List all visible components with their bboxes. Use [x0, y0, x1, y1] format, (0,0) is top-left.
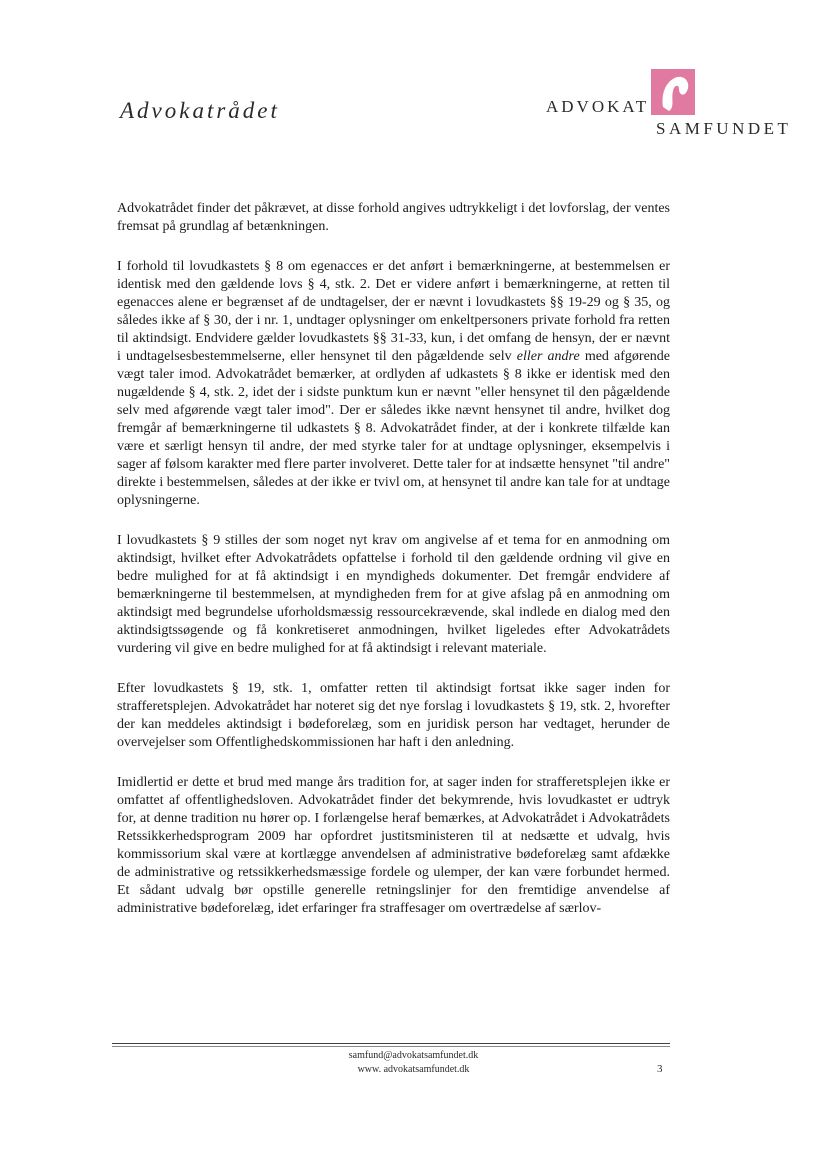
paragraph-5: Imidlertid er dette et brud med mange års tradition for, at sager inden for strafferetsplejen ikke er omfattet af offentlighedsloven. Advokatrådet finder det bekymrende, hvis lovudkastet er udtryk for, at denne tradition nu hører op. I forlængelse heraf bemærkes, at Advokatrådet i Advokatrådets Retssikkerhedsprogram 2009 har opfordret justitsministeren til at nedsætte et udvalg, hvis kommissorium skal være at kortlægge anvendelsen af administrative bødeforelæg samt afdække de administrative og retssikkerhedsmæssige fordele og ulemper, der kan være forbundet hermed. Et sådant udvalg bør opstille generelle retningslinjer for den fremtidige anvendelse af administrative bødeforelæg, idet erfaringer fra straffesager om overtrædelse af særlov- — [117, 775, 670, 916]
footer-divider-secondary — [112, 1046, 670, 1047]
letter-body — [117, 200, 670, 940]
paragraph-1: Advokatrådet finder det påkrævet, at disse forhold angives udtrykkeligt i det lovforslag, der ventes fremsat på grundlag af betænkningen. — [117, 201, 670, 234]
footer-email[interactable]: samfund@advokatsamfundet.dk — [348, 1050, 479, 1061]
paragraph-2 — [117, 258, 670, 510]
page-number: 3 — [657, 1063, 663, 1075]
paragraph-2-start: I forhold til lovudkastets § 8 om egenacces er det anført i bemærkningerne, at bestemmelsen er identisk med den gældende lovs § 4, stk. 2. Det er videre anført i bemærkningerne, at retten til egenacces alene er begrænset af de undtagelser, der er nævnt i lovudkastets §§ 19-29 og § 35, og således ikke af § 30, der i nr. 1, undtager oplysninger om enkeltpersoners private forhold fra retten til aktindsigt. Endvidere gælder lovudkastets §§ 31-33, kun, i det omfang de hensyn, der er nævnt i undtagelsesbestemmelserne, eller hensynet til den pågældende selv — [117, 259, 670, 364]
advokatsamfundet-logo — [546, 64, 796, 144]
paragraph-4: Efter lovudkastets § 19, stk. 1, omfatter retten til aktindsigt fortsat ikke sager inden for strafferetsplejen. Advokatrådet har noteret sig det nye forslag i lovudkastets § 19, stk. 2, hvorefter der kan meddeles aktindsigt i bødeforelæg, som en juridisk person har vedtaget, herunder de overvejelser som Offentlighedskommissionen har haft i den anledning. — [117, 681, 670, 750]
paragraph-3: I lovudkastets § 9 stilles der som noget nyt krav om angivelse af et tema for en anmodning om aktindsigt, hvilket efter Advokatrådets opfattelse i forhold til den gældende ordning vil give en bedre mulighed for at få aktindsigt i en myndigheds dokumenter. Det fremgår endvidere af bemærkningerne til bestemmelsen, at myndigheden frem for at give afslag på en anmodning om aktindsigt med begrundelse uforholdsmæssig ressourcekrævende, skal indlede en dialog med den aktindsigtssøgende og få konkretiseret anmodningen, hvilket ligeledes efter Advokatrådets vurdering vil give en bedre mulighed for at få aktindsigt i relevant materiale. — [117, 533, 670, 656]
paragraph-2-end: med afgørende vægt taler imod. Advokatrådet bemærker, at ordlyden af udkastets § 8 ikke er identisk med den nugældende § 4, stk. 2, idet der i sidste punktum kun er nævnt "eller hensynet til den pågældende selv med afgørende vægt taler imod". Der er således ikke nævnt hensynet til andre, hvilket dog fremgår af bemærkningerne til udkastets § 8. Advokatrådet finder, at der i konkrete tilfælde kan være et særligt hensyn til andre, der med styrke taler for at undtage oplysninger, eksempelvis i sager af følsom karakter med flere parter involveret. Dette taler for at indsætte hensynet "til andre" direkte i bestemmelsen, således at der ikke er tvivl om, at hensynet til andre kan tale for at undtage oplysningerne. — [117, 349, 670, 508]
footer-website[interactable]: www. advokatsamfundet.dk — [357, 1064, 470, 1075]
logo-mark-icon — [649, 67, 697, 117]
logo-text-advokat: ADVOKAT — [546, 97, 650, 116]
paragraph-2-emphasis: eller andre — [516, 349, 580, 364]
page-title: Advokatrådet — [120, 98, 280, 123]
footer-divider — [112, 1043, 670, 1044]
logo-text-samfundet: SAMFUNDET — [656, 119, 792, 138]
